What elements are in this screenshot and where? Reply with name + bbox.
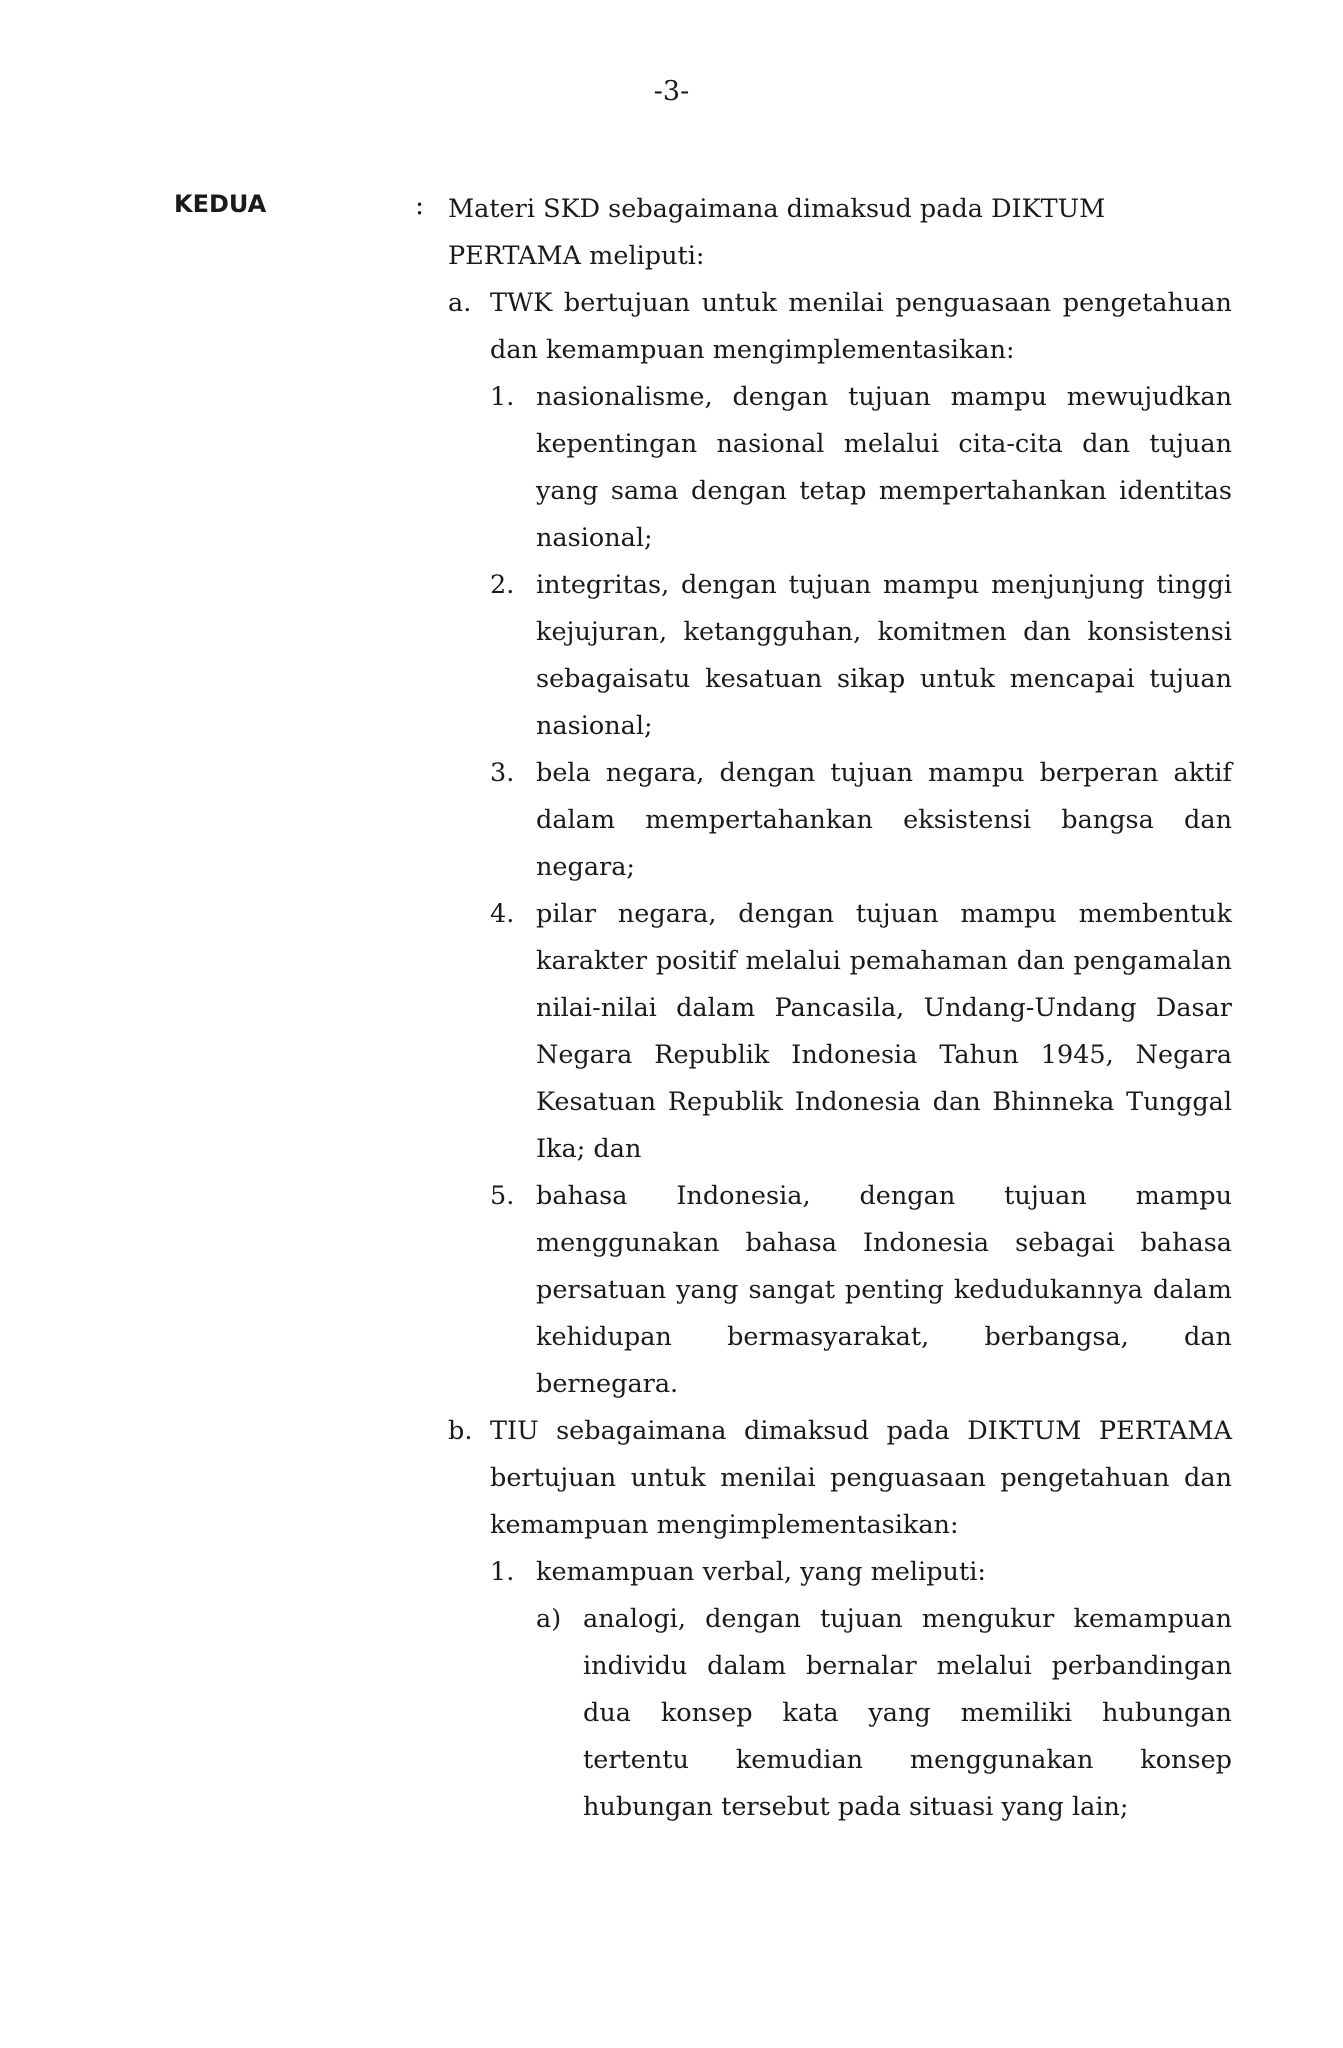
list-item-text: TWK bertujuan untuk menilai penguasaan pengetahuan dan kemampuan mengimplementasikan: — [490, 288, 1232, 365]
list-marker: a) — [536, 1604, 562, 1634]
list-item-text: nasionalisme, dengan tujuan mampu mewujudkan kepentingan nasional melalui cita-cita dan tujuan yang sama dengan tetap mempertahankan identitas nasional; — [536, 382, 1232, 553]
list-item-text: bela negara, dengan tujuan mampu berperan aktif dalam mempertahankan eksistensi bangsa dan negara; — [536, 758, 1232, 882]
list-marker: 4. — [490, 899, 515, 929]
list-marker: a. — [448, 288, 472, 318]
list-item-text: bahasa Indonesia, dengan tujuan mampu menggunakan bahasa Indonesia sebagai bahasa persatuan yang sangat penting kedudukannya dalam kehidupan bermasyarakat, berbangsa, dan bernegara. — [536, 1181, 1232, 1399]
diktum-colon: : — [415, 190, 425, 221]
list-item-a-5 — [448, 1173, 1232, 1408]
list-marker: b. — [448, 1416, 473, 1446]
list-item-text: integritas, dengan tujuan mampu menjunjung tinggi kejujuran, ketangguhan, komitmen dan konsistensi sebagaisatu kesatuan sikap untuk mencapai tujuan nasional; — [536, 570, 1232, 741]
list-marker: 3. — [490, 758, 515, 788]
list-item-a-4 — [448, 891, 1232, 1173]
list-item-text: pilar negara, dengan tujuan mampu membentuk karakter positif melalui pemahaman dan pengamalan nilai-nilai dalam Pancasila, Undang-Undang Dasar Negara Republik Indonesia Tahun 1945, Negara Kesatuan Republik Indonesia dan Bhinneka Tunggal Ika; dan — [536, 899, 1232, 1164]
list-item-b-1-a — [448, 1596, 1232, 1831]
list-item-a-3 — [448, 750, 1232, 891]
diktum-label: KEDUA — [174, 190, 267, 218]
list-marker: 1. — [490, 1557, 515, 1587]
diktum-body — [448, 186, 1232, 1831]
list-marker: 2. — [490, 570, 515, 600]
list-item-b — [448, 1408, 1232, 1549]
list-item-text: analogi, dengan tujuan mengukur kemampuan individu dalam bernalar melalui perbandingan dua konsep kata yang memiliki hubungan tertentu kemudian menggunakan konsep hubungan tersebut pada situasi yang lain; — [583, 1604, 1232, 1822]
list-item-text: TIU sebagaimana dimaksud pada DIKTUM PERTAMA bertujuan untuk menilai penguasaan pengetahuan dan kemampuan mengimplementasikan: — [490, 1416, 1232, 1540]
list-item-a-1 — [448, 374, 1232, 562]
list-item-a — [448, 280, 1232, 374]
diktum-intro: Materi SKD sebagaimana dimaksud pada DIKTUM PERTAMA meliputi: — [448, 194, 1106, 271]
list-item-a-2 — [448, 562, 1232, 750]
list-item-b-1 — [448, 1549, 1232, 1596]
list-marker: 5. — [490, 1181, 515, 1211]
page-number: -3- — [653, 76, 690, 107]
list-item-text: kemampuan verbal, yang meliputi: — [536, 1557, 986, 1587]
list-marker: 1. — [490, 382, 515, 412]
